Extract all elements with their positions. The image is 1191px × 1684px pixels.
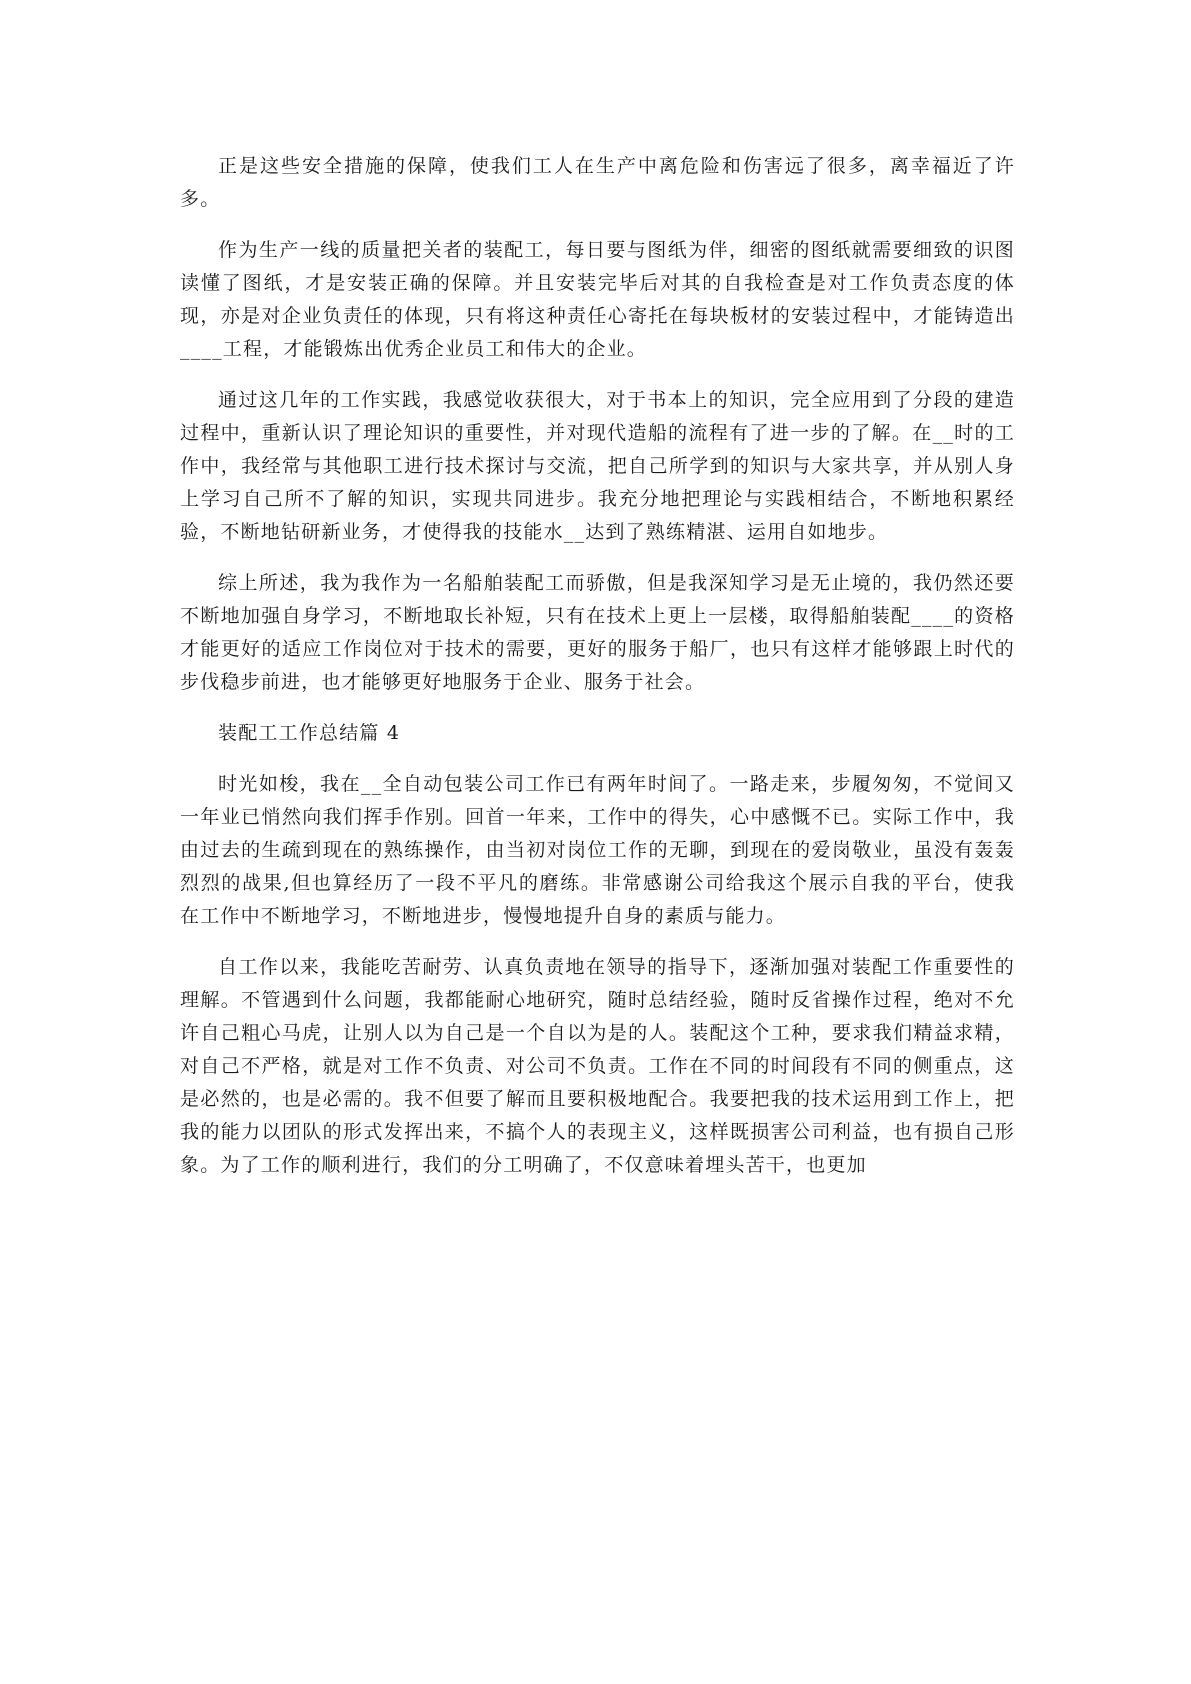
- paragraph-practice: 通过这几年的工作实践，我感觉收获很大，对于书本上的知识，完全应用到了分段的建造过程中，重新认识了理论知识的重要性，并对现代造船的流程有了进一步的了解。在__时的工作中，我经常与其他职工进行技术探讨与交流，把自己所学到的知识与大家共享，并从别人身上学习自己所不了解的知识，实现共同进步。我充分地把理论与实践相结合，不断地积累经验，不断地钻研新业务，才使得我的技能水__达到了熟练精湛、运用自如地步。: [180, 389, 1015, 543]
- paragraph-quality: 作为生产一线的质量把关者的装配工，每日要与图纸为伴，细密的图纸就需要细致的识图读懂了图纸，才是安装正确的保障。并且安装完毕后对其的自我检查是对工作负责态度的体现，亦是对企业负责任的体现，只有将这种责任心寄托在每块板材的安装过程中，才能铸造出____工程，才能锻炼出优秀企业员工和伟大的企业。: [180, 239, 1015, 360]
- paragraph-summary: 综上所述，我为我作为一名船舶装配工而骄傲，但是我深知学习是无止境的，我仍然还要不断地加强自身学习，不断地取长补短，只有在技术上更上一层楼，取得船舶装配____的资格才能更好的适应工作岗位对于技术的需要，更好的服务于船厂，也只有这样才能够跟上时代的步伐稳步前进，也才能够更好地服务于企业、服务于社会。: [180, 572, 1015, 693]
- document-body: [180, 150, 1015, 1200]
- section-heading: 装配工工作总结篇 4: [218, 722, 401, 744]
- paragraph-safety: 正是这些安全措施的保障，使我们工人在生产中离危险和伤害远了很多，离幸福近了许多。: [180, 155, 1015, 210]
- paragraph-work: 自工作以来，我能吃苦耐劳、认真负责地在领导的指导下，逐渐加强对装配工作重要性的理解。不管遇到什么问题，我都能耐心地研究，随时总结经验，随时反省操作过程，绝对不允许自己粗心马虎，让别人以为自己是一个自以为是的人。装配这个工种，要求我们精益求精，对自己不严格，就是对工作不负责、对公司不负责。工作在不同的时间段有不同的侧重点，这是必然的，也是必需的。我不但要了解而且要积极地配合。我要把我的技术运用到工作上，把我的能力以团队的形式发挥出来，不搞个人的表现主义，这样既损害公司利益，也有损自己形象。为了工作的顺利进行，我们的分工明确了，不仅意味着埋头苦干，也更加: [180, 956, 1015, 1176]
- paragraph-time: 时光如梭，我在__全自动包装公司工作已有两年时间了。一路走来，步履匆匆，不觉间又一年业已悄然向我们挥手作别。回首一年来，工作中的得失，心中感慨不已。实际工作中，我由过去的生疏到现在的熟练操作，由当初对岗位工作的无聊，到现在的爱岗敬业，虽没有轰轰烈烈的战果,但也算经历了一段不平凡的磨练。非常感谢公司给我这个展示自我的平台，使我在工作中不断地学习，不断地进步，慢慢地提升自身的素质与能力。: [180, 773, 1015, 927]
